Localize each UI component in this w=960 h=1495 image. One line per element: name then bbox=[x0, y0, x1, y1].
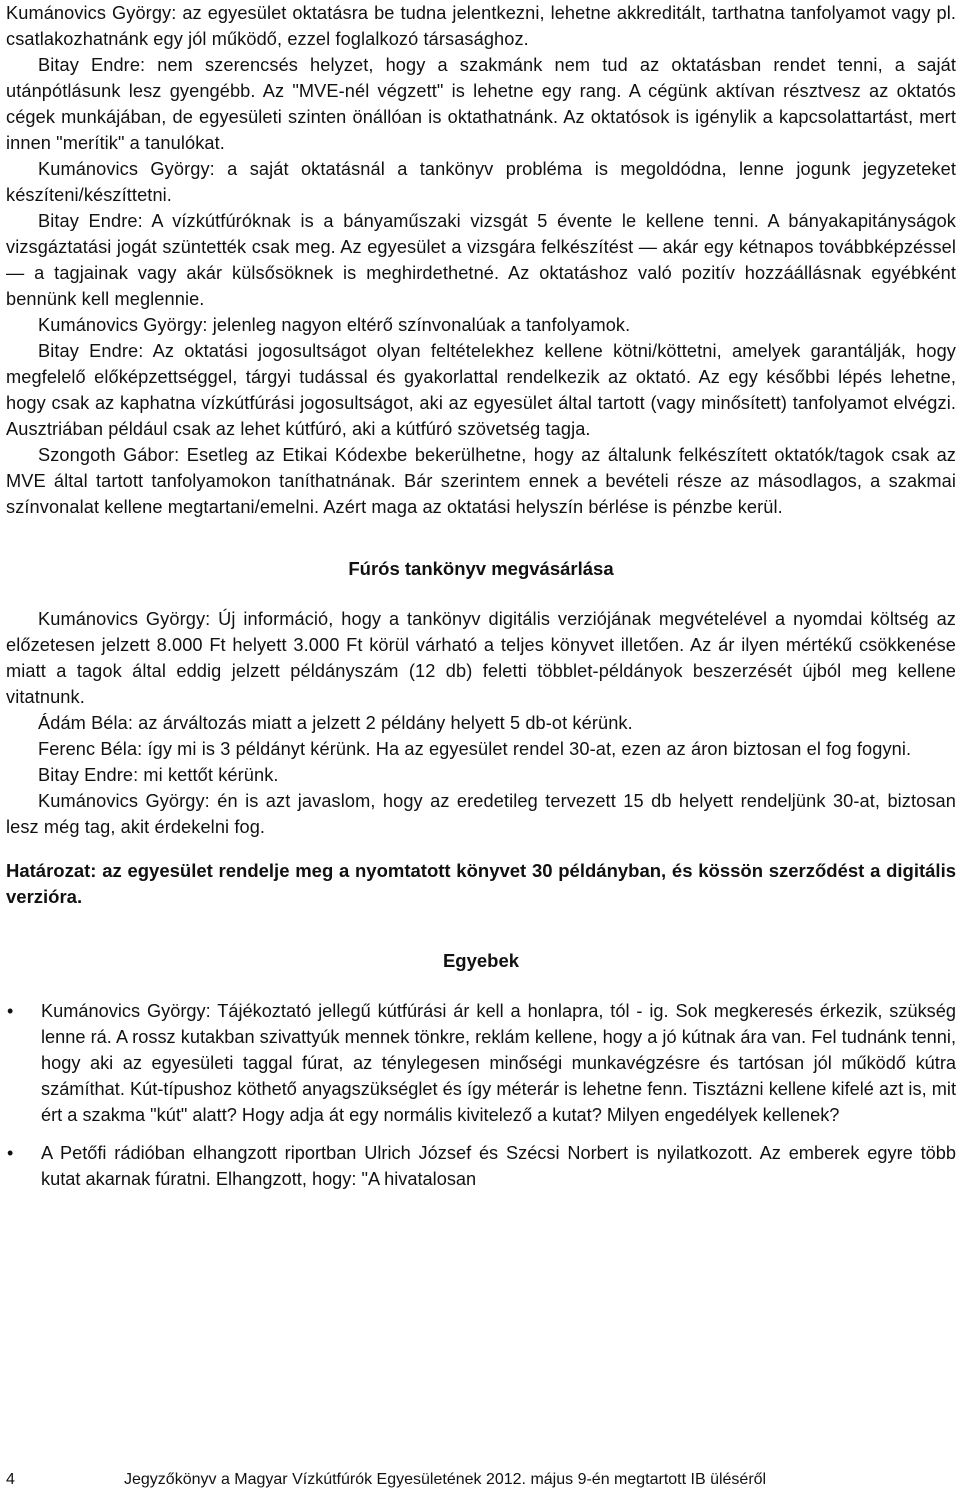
section-heading: Fúrós tankönyv megvásárlása bbox=[348, 558, 614, 579]
footer-text: Jegyzőkönyv a Magyar Vízkútfúrók Egyesületének 2012. május 9-én megtartott IB üléséről bbox=[124, 1471, 767, 1488]
paragraph: Bitay Endre: A vízkútfúróknak is a bányaműszaki vizsgát 5 évente le kellene tenni. A bányakapitányságok vizsgáztatási jogát szüntették csak meg. Az egyesület a vizsgára felkészítést — akár egy kétnapos továbbképzéssel — a tagjainak vagy akár külsősöknek is meghirdethetné. Az oktatáshoz való pozitív hozzáállásnak egyébként bennünk kell meglennie. bbox=[6, 211, 956, 309]
list-item-text: A Petőfi rádióban elhangzott riportban Ulrich József és Szécsi Norbert is nyilatkozott. Az emberek egyre több kutat akarnak fúratni. Elhangzott, hogy: "A hivatalosan bbox=[41, 1143, 956, 1189]
list-item bbox=[6, 998, 956, 1128]
paragraph: Bitay Endre: nem szerencsés helyzet, hogy a szakmánk nem tud az oktatásban rendet tenni, a saját utánpótlásunk lesz gyengébb. Az "MVE-nél végzett" is lehetne egy rang. A cégünk aktívan résztvesz az oktatós cégek munkájában, de egyesületi szinten önállóan is oktathatnánk. Az oktatósok is igénylik a kapcsolattartást, mert innen "merítik" a tanulókat. bbox=[6, 55, 956, 153]
paragraph: Ferenc Béla: így mi is 3 példányt kérünk. Ha az egyesület rendel 30-at, ezen az áron biztosan el fog fogyni. bbox=[38, 739, 912, 759]
paragraph: Bitay Endre: mi kettőt kérünk. bbox=[38, 765, 279, 785]
bullet-icon: • bbox=[7, 1001, 14, 1021]
paragraph: Kumánovics György: a saját oktatásnál a tankönyv probléma is megoldódna, lenne jogunk jegyzeteket készíteni/készíttetni. bbox=[6, 159, 956, 205]
bullet-list bbox=[6, 998, 956, 1192]
paragraph: Bitay Endre: Az oktatási jogosultságot olyan feltételekhez kellene kötni/köttetni, amelyek garantálják, hogy megfelelő előképzettséggel, tárgyi tudással és gyakorlattal rendelkezik az oktató. Az egy későbbi lépés lehetne, hogy csak az kaphatna vízkútfúrási jogosultságot, aki az egyesület által tartott (vagy minősített) tanfolyamot elvégzi. Ausztriában például csak az lehet kútfúró, aki a kútfúró szövetség tagja. bbox=[6, 341, 956, 439]
paragraph: Szongoth Gábor: Esetleg az Etikai Kódexbe bekerülhetne, hogy az általunk felkészített oktatók/tagok csak az MVE által tartott tanfolyamokon taníthatnának. Bár szerintem ennek a bevételi része az másodlagos, a szakmai színvonalat kellene megtartani/emelni. Azért maga az oktatási helyszín bérlése is pénzbe kerül. bbox=[6, 445, 956, 517]
bullet-icon: • bbox=[7, 1143, 14, 1163]
section-heading: Egyebek bbox=[442, 950, 520, 971]
paragraph: Kumánovics György: az egyesület oktatásra be tudna jelentkezni, lehetne akkreditált, tarthatna tanfolyamot vagy pl. csatlakozhatnánk egy jól működő, ezzel foglalkozó társasághoz. bbox=[6, 3, 956, 49]
paragraph: Kumánovics György: jelenleg nagyon eltérő színvonalúak a tanfolyamok. bbox=[38, 315, 631, 335]
list-item bbox=[6, 1140, 956, 1192]
paragraph: Kumánovics György: Új információ, hogy a tankönyv digitális verziójának megvételével a nyomdai költség az előzetesen jelzett 8.000 Ft helyett 3.000 Ft körül várható a teljes könyvet illetően. Az ár ilyen mértékű csökkenése miatt a tagok által eddig jelzett példányszám (12 db) feletti többlet-példányok beszerzését újból meg kellene vitatnunk. bbox=[6, 609, 956, 707]
resolution-text: Határozat: az egyesület rendelje meg a nyomtatott könyvet 30 példányban, és kössön szerződést a digitális verzióra. bbox=[6, 860, 956, 907]
paragraph: Kumánovics György: én is azt javaslom, hogy az eredetileg tervezett 15 db helyett rendeljünk 30-at, biztosan lesz még tag, akit érdekelni fog. bbox=[6, 791, 956, 837]
document-page bbox=[6, 0, 956, 1192]
section-other bbox=[6, 948, 956, 1192]
section-education bbox=[6, 0, 956, 520]
section-textbook bbox=[6, 556, 956, 910]
list-item-text: Kumánovics György: Tájékoztató jellegű kútfúrási ár kell a honlapra, tól - ig. Sok megkeresés érkezik, szükség lenne rá. A rossz kutakban szivattyúk mennek tönkre, reklám kellene, hogy a jó kútnak ára van. Fel tudnánk tenni, hogy aki az egyesületi taggal fúrat, az ténylegesen minőségi munkavégzésre és tartósan jól működő kútra számíthat. Kút-típushoz köthető anyagszükséglet és így méterár is lehetne fenn. Tisztázni kellene kifelé azt is, mit ért a szakma "kút" alatt? Hogy adja át egy normális kivitelező a kutat? Milyen engedélyek kellenek? bbox=[41, 1001, 956, 1125]
page-number: 4 bbox=[6, 1471, 15, 1488]
paragraph: Ádám Béla: az árváltozás miatt a jelzett 2 példány helyett 5 db-ot kérünk. bbox=[38, 713, 633, 733]
